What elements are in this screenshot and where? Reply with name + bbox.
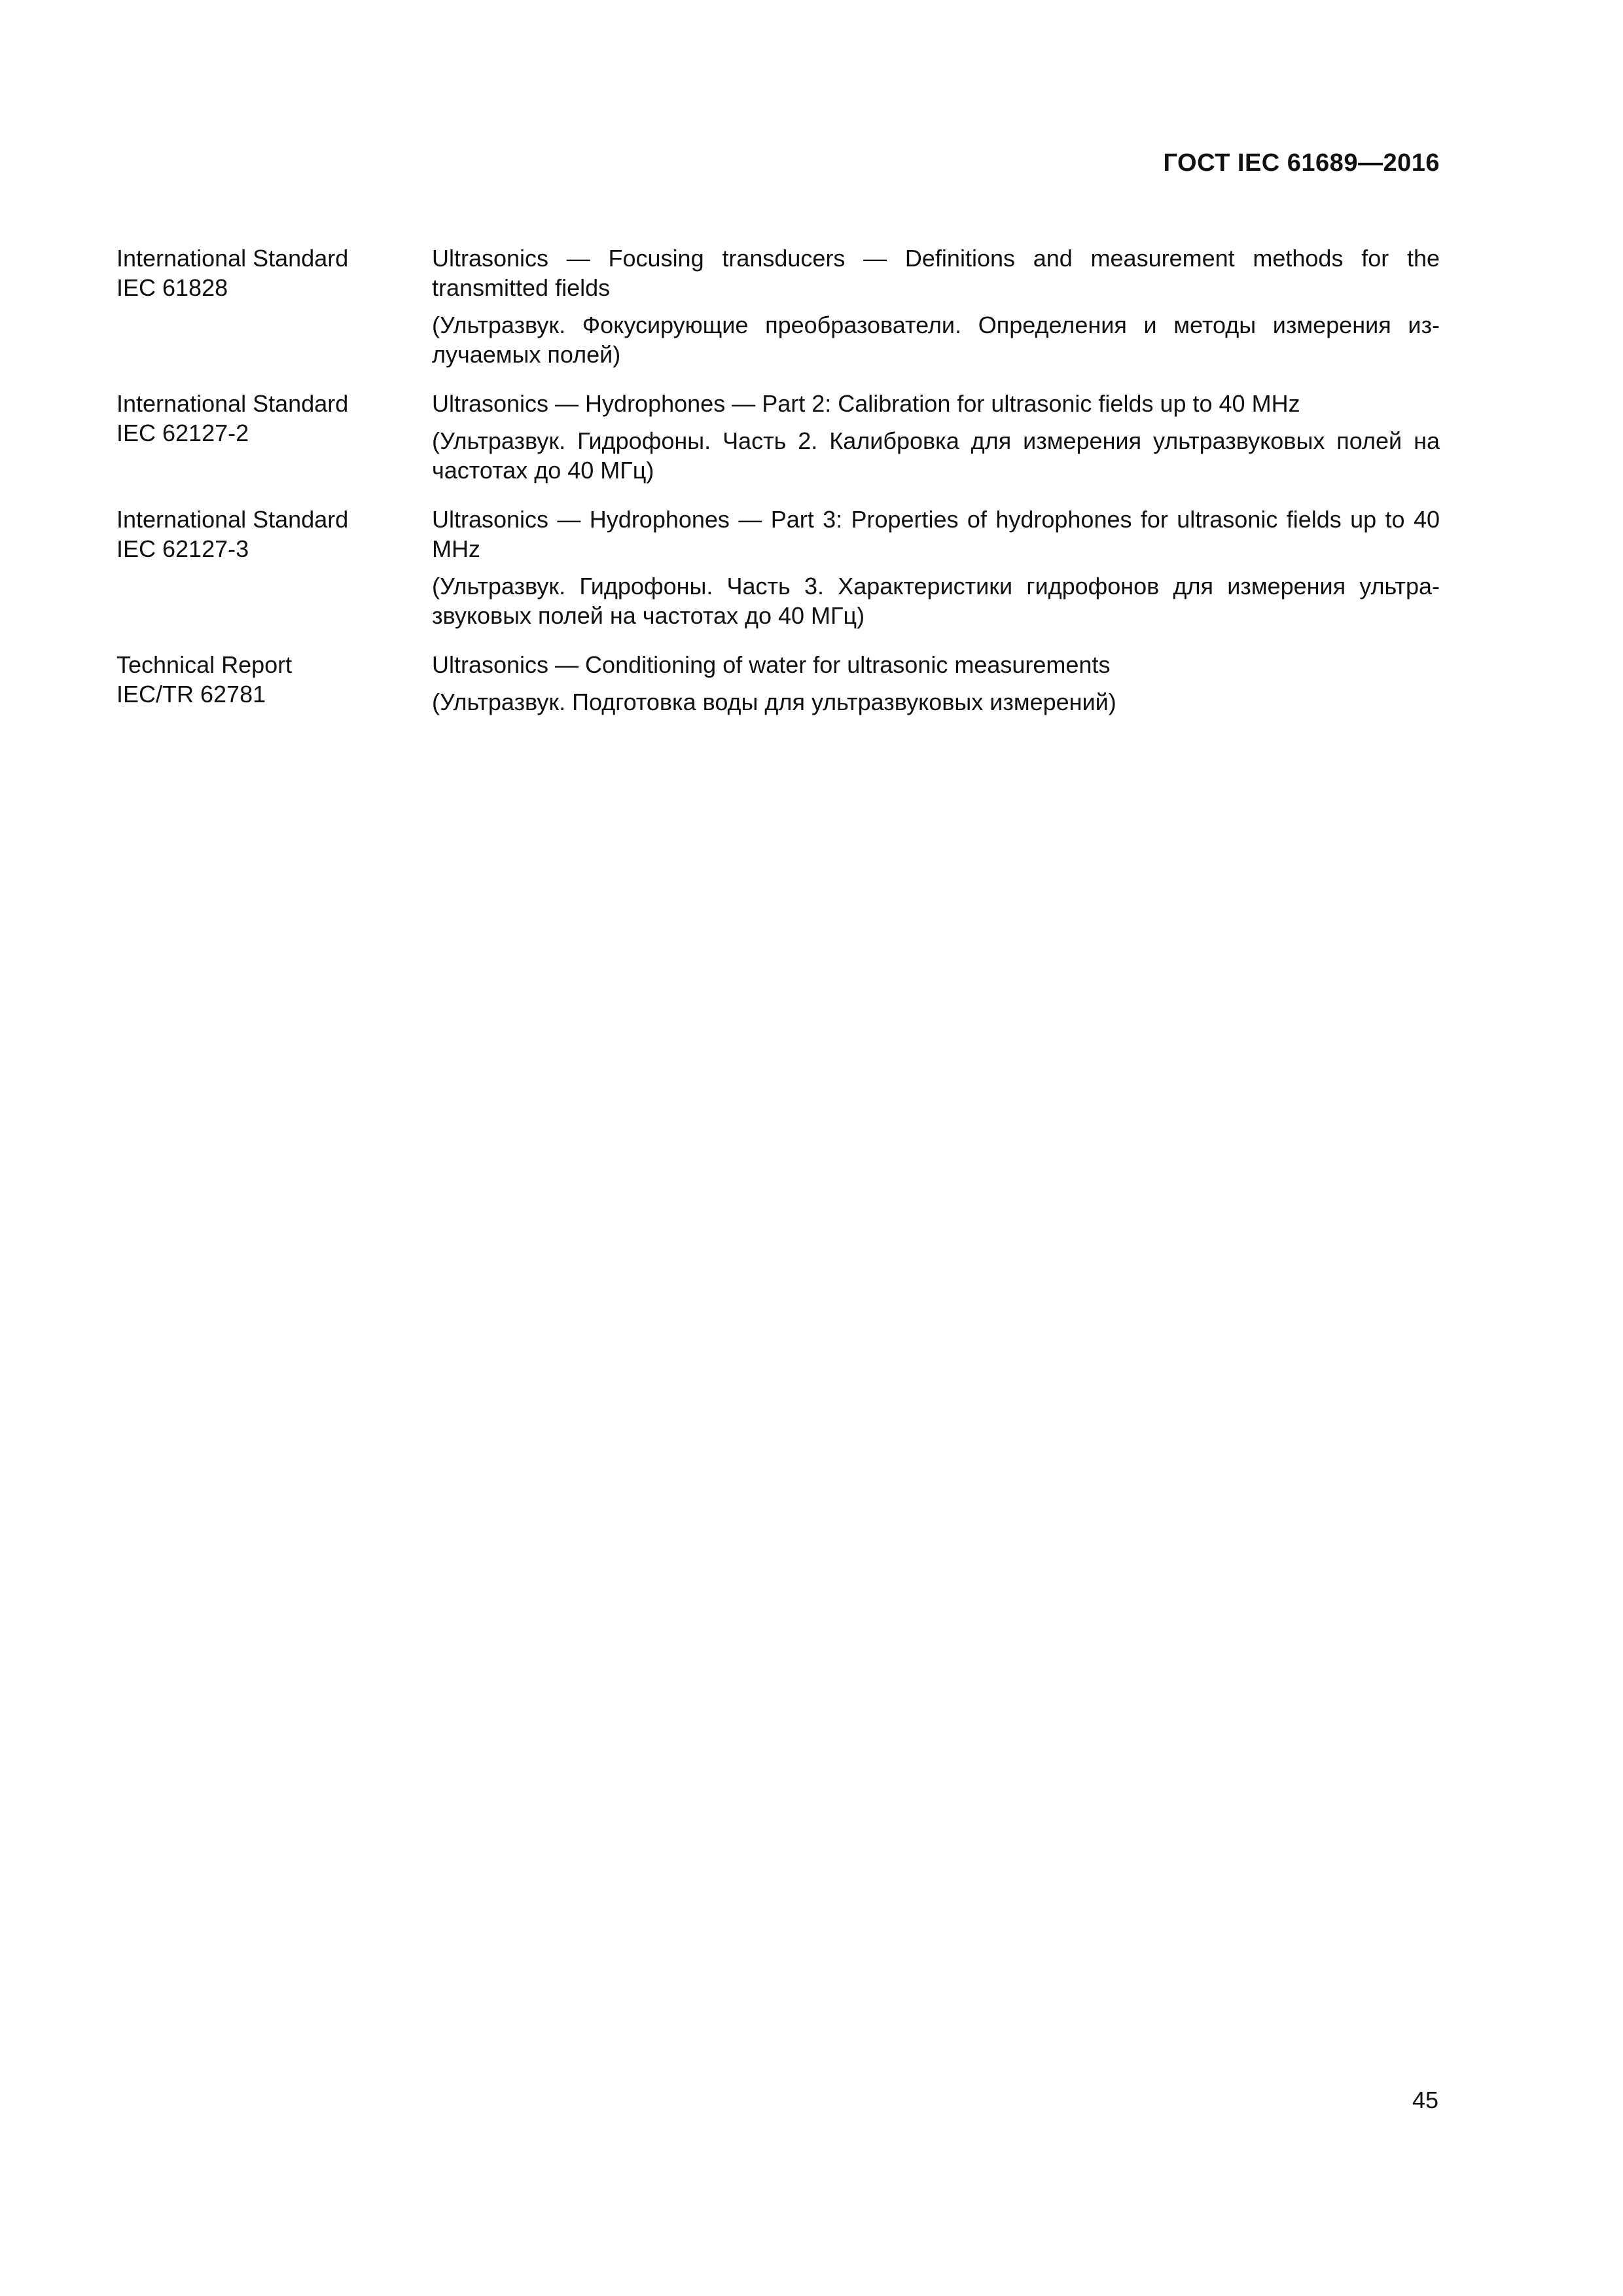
reference-designation — [116, 389, 432, 485]
reference-row — [116, 505, 1440, 630]
reference-title-ru: (Ультразвук. Гидрофоны. Часть 2. Калибровка для измерения ультразвуковых полей на частотах до 40 МГц) — [432, 427, 1440, 484]
reference-designation — [116, 505, 432, 630]
reference-title — [432, 389, 1440, 485]
reference-row — [116, 243, 1440, 369]
reference-row — [116, 389, 1440, 485]
reference-code: IEC 62127-2 — [116, 420, 249, 446]
reference-designation — [116, 243, 432, 369]
reference-title-ru: (Ультразвук. Фокусирующие преобразователи. Определения и методы измерения излучаемых полей) — [432, 312, 1440, 368]
reference-title-en: Ultrasonics — Hydrophones — Part 3: Properties of hydrophones for ultrasonic fields up to 40 MHz — [432, 506, 1440, 562]
reference-title-en: Ultrasonics — Focusing transducers — Definitions and measurement methods for the transmitted fields — [432, 245, 1440, 301]
reference-type: International Standard — [116, 390, 349, 417]
reference-row — [116, 650, 1440, 717]
reference-type: International Standard — [116, 506, 349, 533]
reference-title-en: Ultrasonics — Conditioning of water for ultrasonic measurements — [432, 651, 1111, 678]
reference-type: Technical Report — [116, 651, 293, 678]
document-code-header: ГОСТ IEC 61689—2016 — [1163, 149, 1440, 177]
reference-title — [432, 243, 1440, 369]
reference-title-ru: (Ультразвук. Гидрофоны. Часть 3. Характеристики гидрофонов для измерения ультразвуковых полей на частотах до 40 МГц) — [432, 573, 1440, 629]
references-table — [116, 243, 1440, 736]
reference-title-en: Ultrasonics — Hydrophones — Part 2: Calibration for ultrasonic fields up to 40 MHz — [432, 390, 1300, 417]
reference-code: IEC 62127-3 — [116, 535, 249, 562]
reference-type: International Standard — [116, 245, 349, 272]
reference-code: IEC 61828 — [116, 274, 228, 301]
page-number: 45 — [1412, 2087, 1438, 2113]
reference-designation — [116, 650, 432, 717]
reference-title — [432, 505, 1440, 630]
reference-title — [432, 650, 1440, 717]
reference-title-ru: (Ультразвук. Подготовка воды для ультразвуковых измерений) — [432, 689, 1116, 715]
reference-code: IEC/TR 62781 — [116, 681, 266, 708]
